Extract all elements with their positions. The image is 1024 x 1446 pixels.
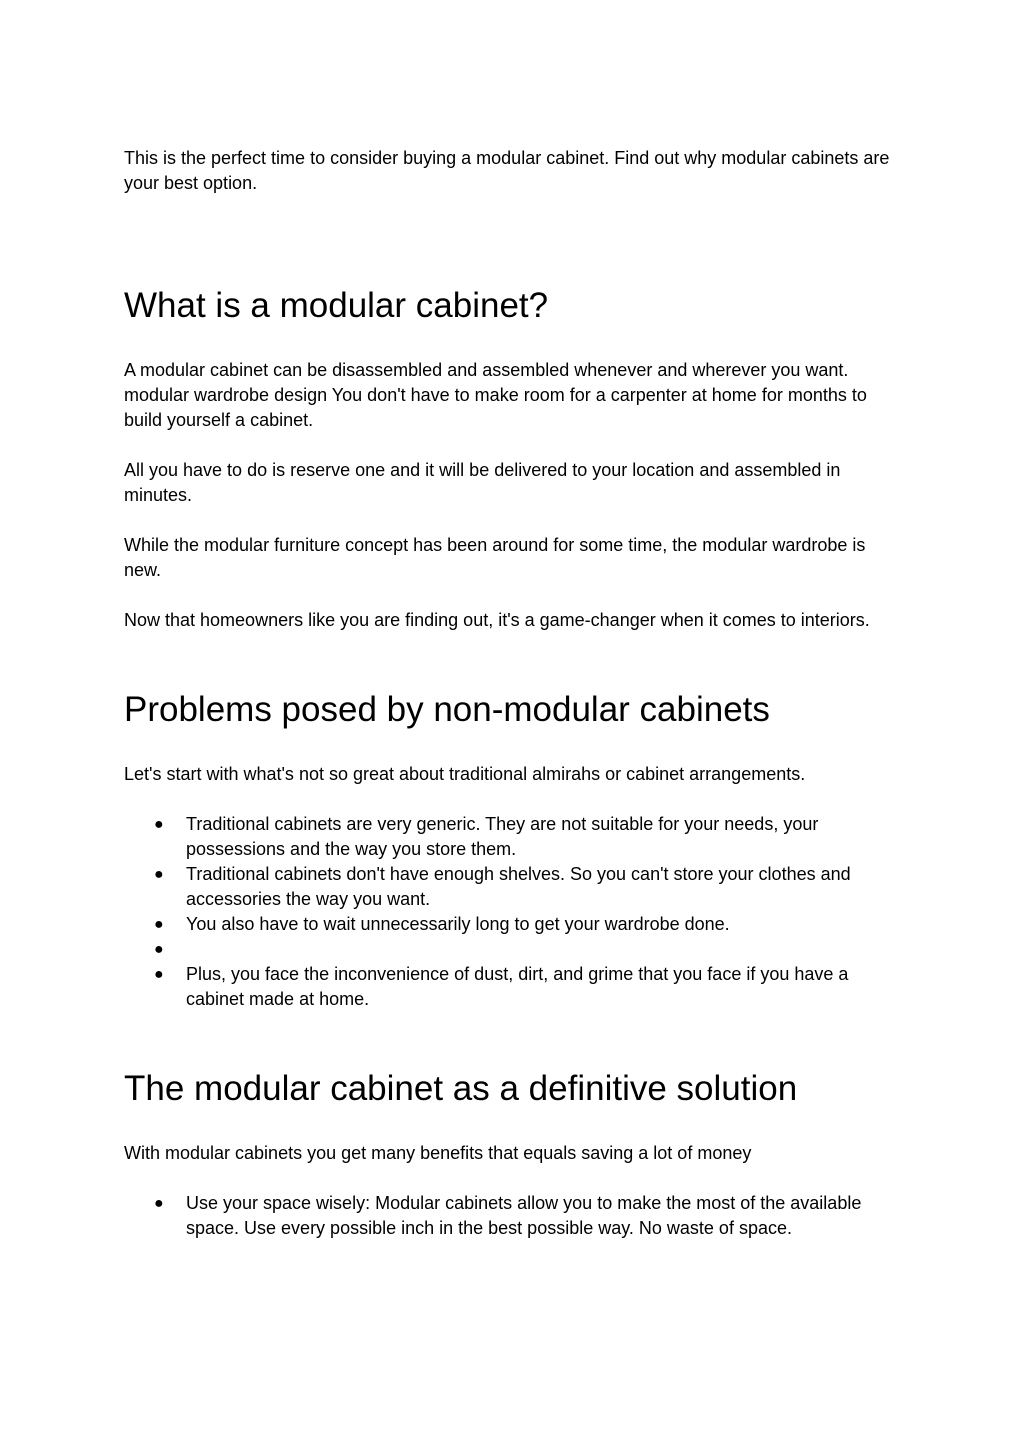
problems-lead-paragraph: Let's start with what's not so great about traditional almirahs or cabinet arrangements. bbox=[124, 764, 806, 784]
bullet-icon: ● bbox=[154, 816, 164, 833]
list-item bbox=[124, 962, 900, 1012]
intro-paragraph: This is the perfect time to consider buying a modular cabinet. Find out why modular cabinets are your best option. bbox=[124, 148, 890, 193]
heading-what-is-modular-cabinet: What is a modular cabinet? bbox=[124, 286, 549, 325]
what-paragraph-1: A modular cabinet can be disassembled and assembled whenever and wherever you want. modular wardrobe design You don't have to make room for a carpenter at home for months to build yourself a cabinet. bbox=[124, 360, 867, 430]
list-item bbox=[124, 1191, 900, 1241]
heading-solution: The modular cabinet as a definitive solution bbox=[124, 1069, 798, 1108]
list-item-text: Plus, you face the inconvenience of dust, dirt, and grime that you face if you have a cabinet made at home. bbox=[186, 964, 849, 1009]
list-item-text: Traditional cabinets are very generic. They are not suitable for your needs, your possessions and the way you store them. bbox=[186, 814, 819, 859]
bullet-icon: ● bbox=[154, 866, 164, 883]
list-item-text: You also have to wait unnecessarily long to get your wardrobe done. bbox=[186, 914, 730, 934]
document-page bbox=[124, 146, 900, 1241]
bullet-icon: ● bbox=[154, 966, 164, 983]
bullet-icon: ● bbox=[154, 916, 164, 933]
what-paragraph-4: Now that homeowners like you are finding out, it's a game-changer when it comes to interiors. bbox=[124, 610, 870, 630]
heading-problems: Problems posed by non-modular cabinets bbox=[124, 690, 770, 729]
list-item-text: Use your space wisely: Modular cabinets allow you to make the most of the available space. Use every possible inch in the best possible way. No waste of space. bbox=[186, 1193, 862, 1238]
what-paragraph-3: While the modular furniture concept has been around for some time, the modular wardrobe is new. bbox=[124, 535, 866, 580]
solution-lead-paragraph: With modular cabinets you get many benefits that equals saving a lot of money bbox=[124, 1143, 752, 1163]
list-item bbox=[124, 912, 900, 937]
bullet-icon: ● bbox=[154, 1195, 164, 1212]
bullet-icon: ● bbox=[154, 941, 164, 958]
list-item bbox=[124, 812, 900, 862]
what-paragraph-2: All you have to do is reserve one and it will be delivered to your location and assembled in minutes. bbox=[124, 460, 841, 505]
solution-bullet-list bbox=[124, 1191, 900, 1241]
list-item-text: Traditional cabinets don't have enough shelves. So you can't store your clothes and accessories the way you want. bbox=[186, 864, 851, 909]
list-item bbox=[124, 862, 900, 912]
problems-bullet-list bbox=[124, 812, 900, 1012]
list-item bbox=[124, 937, 900, 962]
